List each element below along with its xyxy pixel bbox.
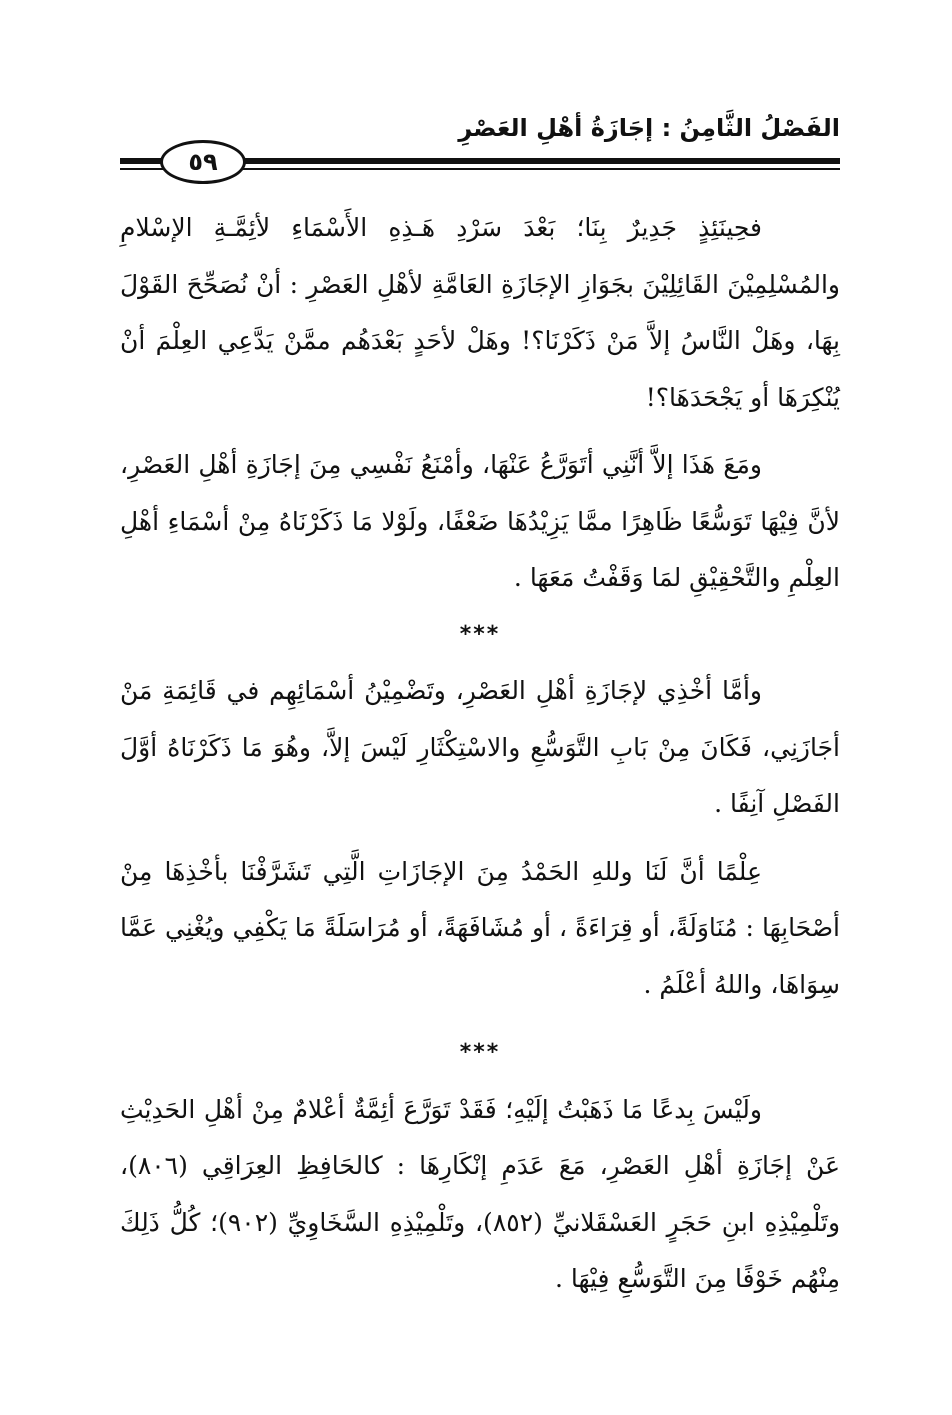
paragraph-3: وأمَّا أخْذِي لإجَازَةِ أهْلِ العَصْرِ، وتَضْمِيْنُ أسْمَائِهِم في قَائِمَةِ مَنْ أجَازَنِي، فَكَانَ مِنْ بَابِ التَّوَسُّعِ والاسْتِكْثَارِ لَيْسَ إلاَّ، وهُوَ مَا ذَكَرْنَاهُ أوَّلَ الفَصْلِ آنِفًا . (120, 676, 840, 818)
paragraph-4: عِلْمًا أنَّ لَنَا وللهِ الحَمْدُ مِنَ الإجَازَاتِ الَّتِي تَشَرَّفْنَا بأخْذِهَا مِنْ أصْحَابِهَا : مُنَاوَلَةً، أو قِرَاءَةً ، أو مُشَافَهَةً، أو مُرَاسَلَةً مَا يَكْفِي ويُغْنِي عَمَّا سِوَاهَا، واللهُ أعْلَمُ . (120, 856, 840, 999)
paragraph-5: ولَيْسَ بِدعًا مَا ذَهَبْتُ إلَيْهِ؛ فَقَدْ تَوَرَّعَ أئِمَّةٌ أعْلامٌ مِنْ أهْلِ الحَدِيْثِ عَنْ إجَازَةِ أهْلِ العَصْرِ، مَعَ عَدَمِ إنْكَارِهَا : كالحَافِظِ العِرَاقِي (٨٠٦)، وتَلْمِيْذِهِ ابنِ حَجَرٍ العَسْقَلانيِّ (٨٥٢)، وتَلْمِيْذِهِ السَّخَاوِيِّ (٩٠٢)؛ كُلُّ ذَلِكَ مِنْهُم خَوْفًا مِنَ التَّوَسُّعِ فِيْهَا . (120, 1094, 841, 1293)
paragraph-1: فحِينَئِذٍ جَدِيرٌ بِنَا؛ بَعْدَ سَرْدِ هَـذِهِ الأَسْمَاءِ لأئِمَّـةِ الإسْلامِ والمُسْلِمِيْنَ القَائِلِيْنَ بجَوَازِ الإجَازَةِ العَامَّةِ لأهْلِ العَصْرِ : أنْ نُصَحِّحَ القَوْلَ بِهَا، وهَلْ النَّاسُ إلاَّ مَنْ ذَكَرْنَا؟! وهَلْ لأحَدٍ بَعْدَهُم ممَّنْ يَدَّعِي العِلْمَ أنْ يُنْكِرَهَا أو يَجْحَدَهَا؟! (120, 213, 840, 412)
chapter-title: الفَصْلُ الثَّامِنُ : إجَازَةُ أهْلِ العَصْرِ (458, 114, 840, 142)
page-number-badge: ٥٩ (160, 140, 246, 184)
section-separator-2: *** (459, 1040, 501, 1065)
paragraph-2: ومَعَ هَذَا إلاَّ أنَّنِي أتَوَرَّعُ عَنْهَا، وأمْنَعُ نَفْسِي مِنَ إجَازَةِ أهْلِ العَصْرِ، لأنَّ فِيْهَا تَوَسُّعًا ظَاهِرًا ممَّا يَزِيْدُهَا ضَعْفًا، ولَوْلا مَا ذَكَرْنَاهُ مِنْ أسْمَاءِ أهْلِ العِلْمِ والتَّحْقِيْقِ لمَا وَقَفْتُ مَعَهَا . (120, 450, 840, 592)
page-header (120, 110, 840, 200)
section-separator-1: *** (459, 621, 501, 647)
page-body (120, 200, 840, 1308)
